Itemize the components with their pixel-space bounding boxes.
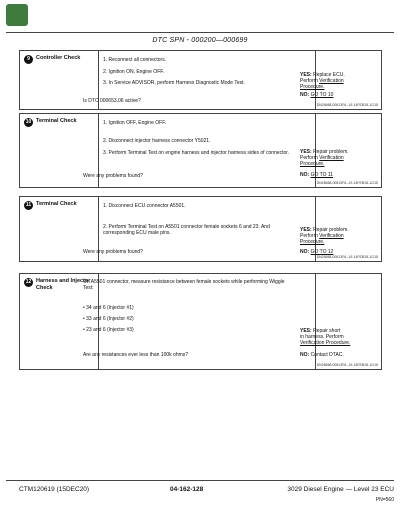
question-text: Is DTC 000653.06 active? (83, 98, 141, 104)
verification-link[interactable]: Verification (319, 78, 344, 85)
step-text: 1. Reconnect all connectors. (103, 57, 167, 63)
yes-label: YES: (300, 328, 312, 334)
question-text: Were any problems found? (83, 249, 143, 255)
question-text: Were any problems found? (83, 173, 143, 179)
section-title: Controller Check (36, 55, 81, 61)
yes-answer (300, 328, 350, 347)
step-text: 2. Ignition ON, Engine OFF. (103, 69, 165, 75)
yes-answer (300, 72, 345, 91)
goto-link[interactable]: GO TO 10 (310, 92, 334, 98)
verification-link[interactable]: Verification (319, 155, 344, 162)
step-text: 1. Disconnect ECU connector A5501. (103, 203, 186, 209)
no-label: NO: (300, 92, 310, 98)
goto-link[interactable]: GO TO 11 (310, 172, 334, 178)
footer-page-number: 04-162-128 (170, 486, 204, 493)
footer-rule (6, 480, 394, 481)
bullet-text: 34 and 6 (Injector #1) (86, 305, 134, 311)
yes-label: YES: (300, 227, 312, 233)
yes-label: YES: (300, 72, 312, 78)
yes-label: YES: (300, 149, 312, 155)
yes-text: Perform (300, 233, 318, 240)
bullet-text: 33 and 6 (Injector #2) (86, 316, 134, 322)
no-answer (300, 92, 333, 98)
header-rule (6, 32, 394, 33)
verification-link[interactable]: Procedure. (300, 84, 325, 91)
bullet-text: 23 and 6 (Injector #3) (86, 327, 134, 333)
intro-text: On A5501 connector, measure resistance between female sockets while performing Wiggle Test: (83, 279, 285, 292)
step-text: 1. Ignition OFF, Engine OFF. (103, 120, 167, 126)
no-text: Contact DTAC. (310, 352, 344, 358)
yes-text: Perform (300, 78, 318, 85)
no-answer (300, 172, 333, 178)
section-title: Harness and Injector Check (36, 278, 91, 291)
verification-link[interactable]: Verification Procedure. (300, 340, 351, 347)
step-text: 3. Perform Terminal Test on engine harness and injector harness sides of connector. (103, 150, 290, 156)
verification-link[interactable]: Procedure. (300, 239, 325, 246)
question-text: Are any resistances ever less than 100k ohms? (83, 352, 189, 358)
footer-page-sub: PN=560 (375, 497, 394, 503)
yes-text: Perform (300, 155, 318, 162)
step-text: 2. Disconnect injector harness connector Y5021. (103, 138, 211, 144)
step-text: 2. Perform Terminal Test on A5501 connector female sockets 6 and 23. And corresponding ECU male pins. (103, 224, 270, 237)
verification-link[interactable]: Verification (319, 233, 344, 240)
running-head: DTC SPN - 000200—000699 (152, 37, 248, 44)
yes-answer (300, 149, 349, 168)
section-title: Terminal Check (36, 118, 77, 124)
goto-link[interactable]: GO TO 12 (310, 249, 334, 255)
yes-text: Repair short (313, 328, 341, 334)
reference-code: DN26668,00813FA -19-14FEB18-1/215 (316, 181, 378, 185)
step-number-badge: 12 (25, 279, 32, 285)
no-answer (300, 352, 344, 358)
footer-title: 3029 Diesel Engine — Level 23 ECU (287, 486, 394, 493)
yes-text: in harness. Perform (300, 334, 344, 341)
step-number-badge: 11 (25, 202, 32, 208)
step-number-badge: 9 (24, 55, 33, 64)
yes-answer (300, 227, 349, 246)
yes-text: Repair problem. (313, 227, 349, 233)
no-label: NO: (300, 249, 310, 255)
list-item: • 23 and 6 (Injector #3) (83, 327, 134, 333)
reference-code: DN26668,00813FA -19-14FEB18-1/215 (316, 363, 378, 367)
no-label: NO: (300, 352, 310, 358)
yes-text: Replace ECU. (313, 72, 345, 78)
verification-link[interactable]: Procedure. (300, 161, 325, 168)
brand-logo (6, 4, 28, 26)
step-text: 3. In Service ADVISOR, perform Harness Diagnostic Mode Test. (103, 80, 245, 86)
no-answer (300, 249, 333, 255)
reference-code: DN26668,00813FA -19-14FEB18-1/215 (316, 103, 378, 107)
no-label: NO: (300, 172, 310, 178)
reference-code: DN26668,00813FA -19-14FEB18-1/215 (316, 255, 378, 259)
step-number-badge: 10 (25, 119, 32, 125)
yes-text: Repair problem. (313, 149, 349, 155)
section-title: Terminal Check (36, 201, 77, 207)
list-item: • 33 and 6 (Injector #2) (83, 316, 134, 322)
footer-doc-id: CTM120619 (15DEC20) (19, 486, 90, 493)
list-item: • 34 and 6 (Injector #1) (83, 305, 134, 311)
